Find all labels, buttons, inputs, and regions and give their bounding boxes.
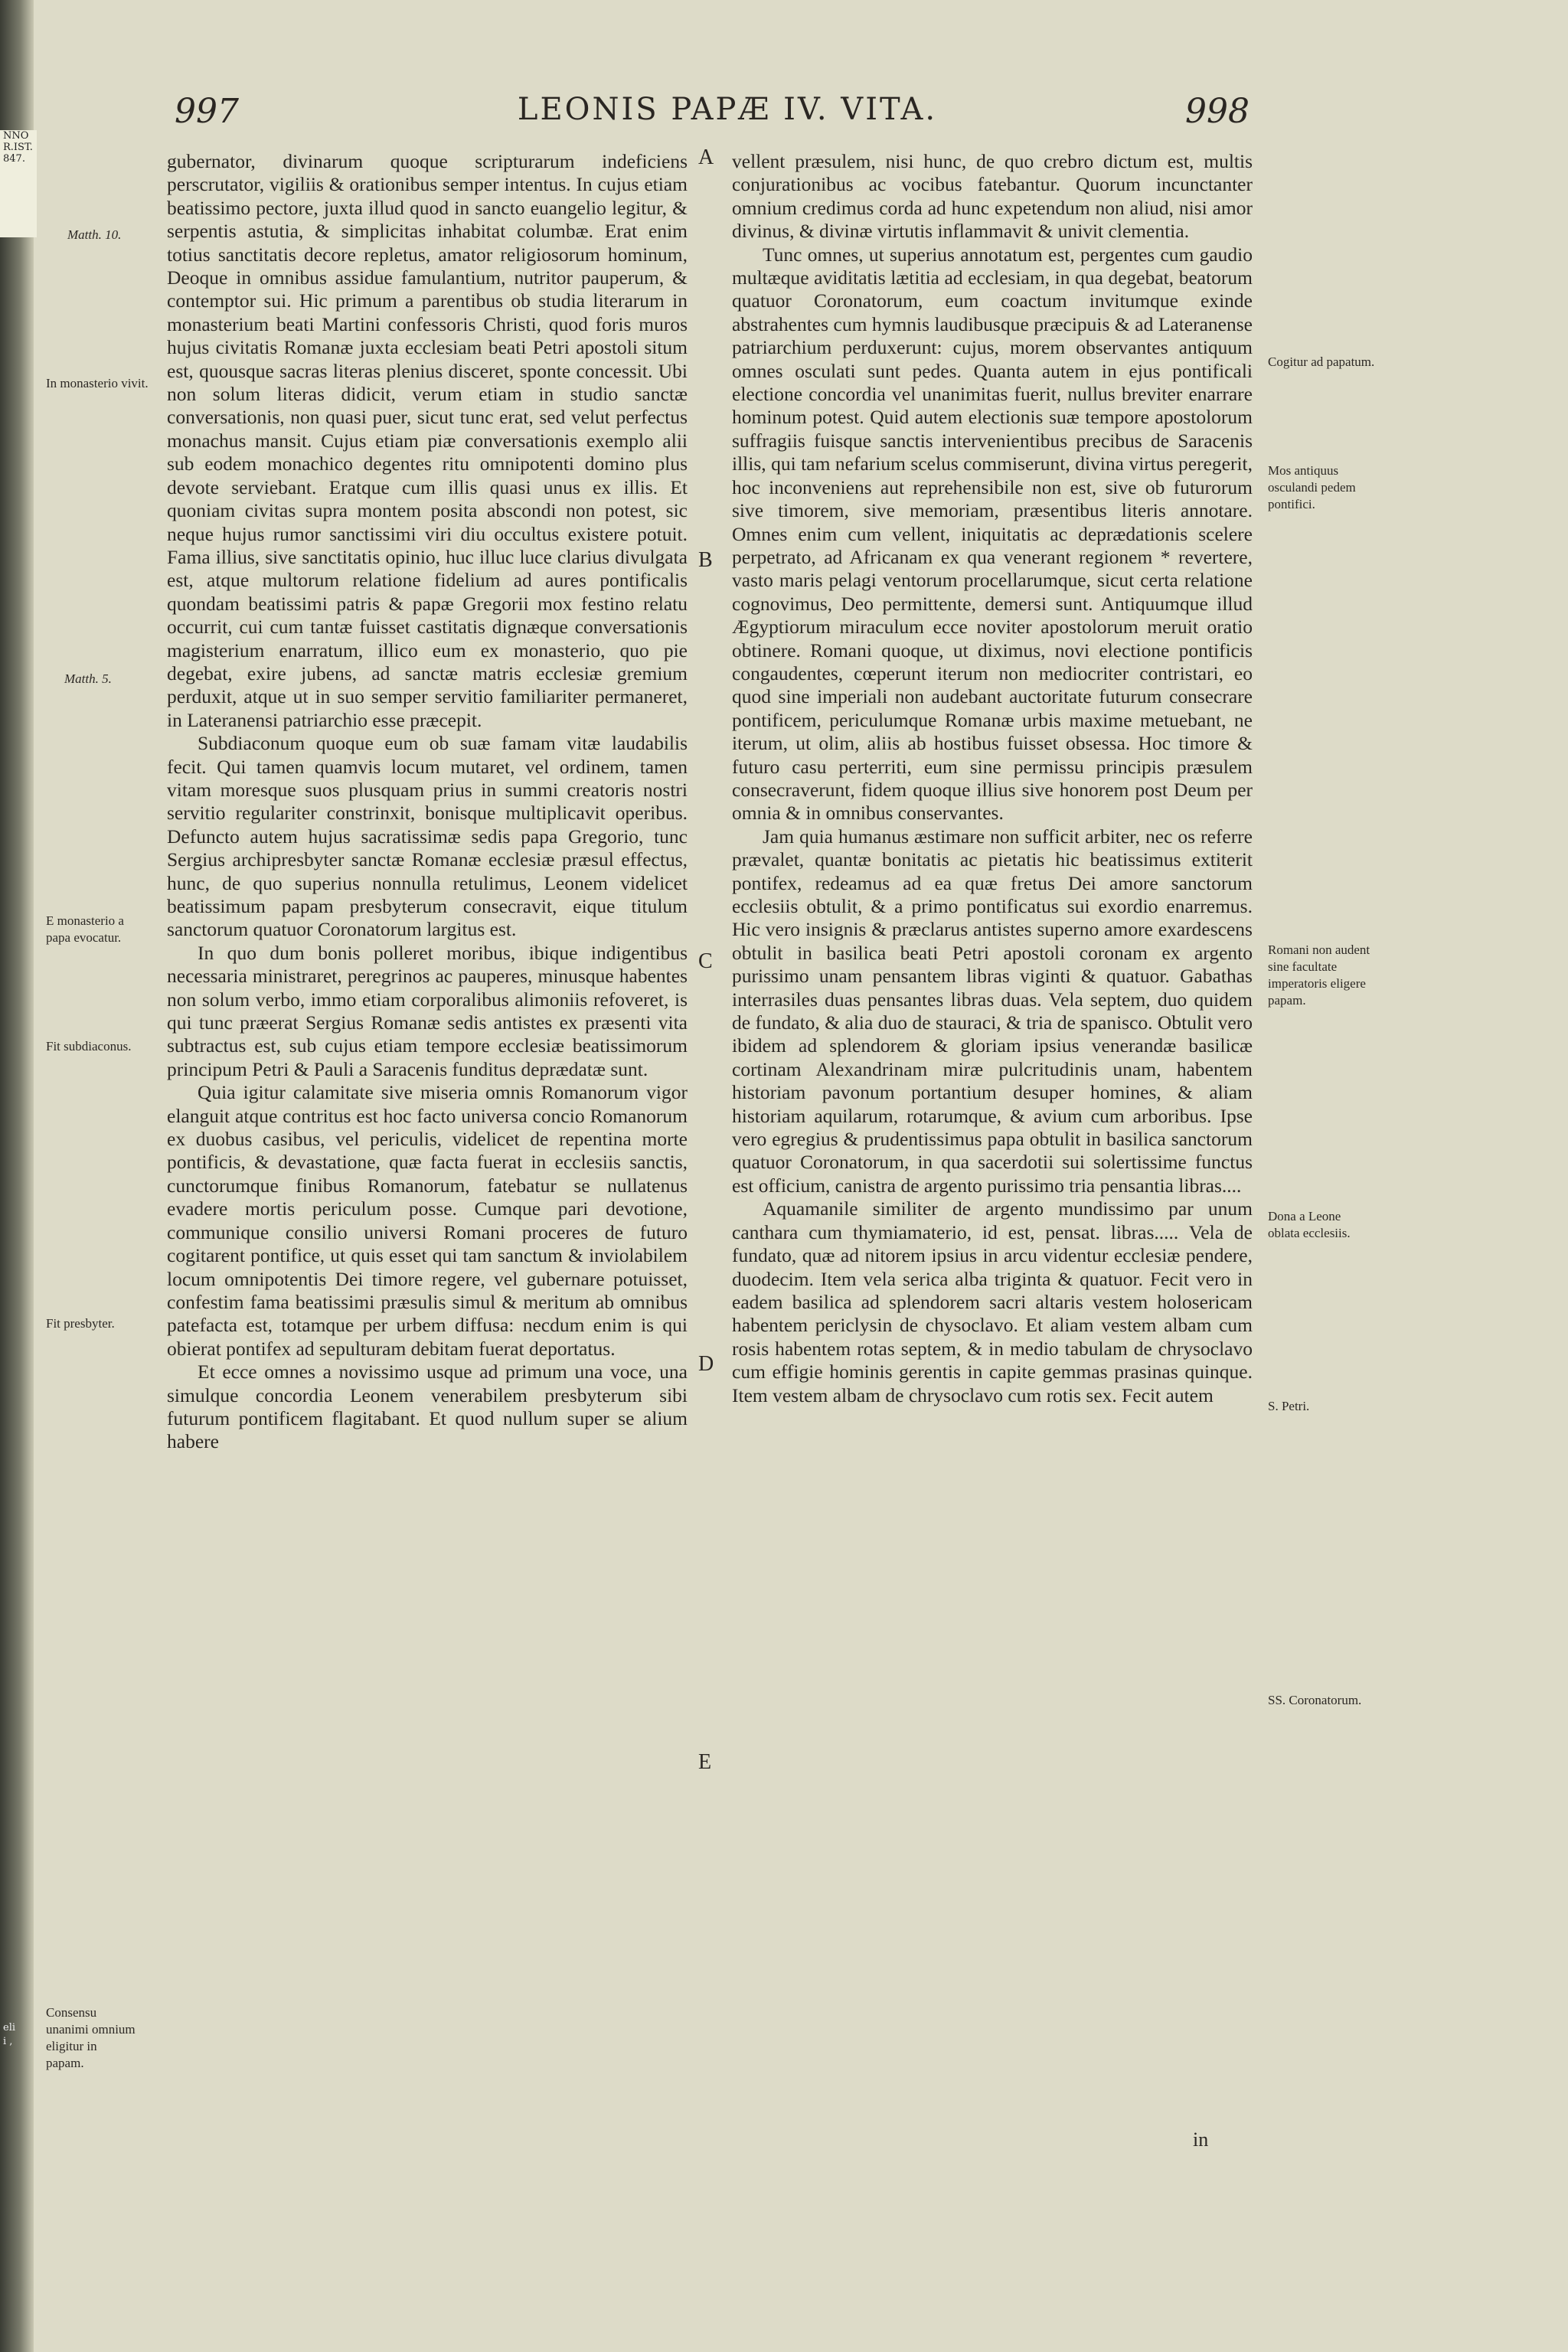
text-column-left <box>167 150 688 1454</box>
page-number-right: 998 <box>1185 92 1250 131</box>
paragraph: vellent præsulem, nisi hunc, de quo crebro dictum est, multis conjurationibus ac vocibus fatebantur. Quorum incunctanter omnium credimus corda ad hunc expetendum non aliud, nisi amor divinus, & divinæ virtutis inflammavit & univit clementia. <box>732 150 1253 243</box>
margin-note-left: E monasterio a papa evocatur. <box>46 913 124 945</box>
binding-margin-note <box>0 130 37 237</box>
margin-note-left: Consensu unanimi omnium eligitur in papam. <box>46 2005 136 2070</box>
paragraph: Aquamanile similiter de argento mundissimo par unum canthara cum thymiamaterio, id est, pensat. libras..... Vela de fundato, quæ ad nitorem ipsius in arcu videntur ecclesiæ pendere, duodecim. Item vela serica alba triginta & quatuor. Fecit vero in eadem basilica ad splendorem sacri altaris vestem holosericam habentem periclysin de chysoclavo. Et aliam vestem albam cum rosis habentem rotas septem, & in medio tabulam de chrysoclavo cum effigie hominis gerentis in capite gemmas prasinas quinque. Item vestem albam de chrysoclavo cum rotis sex. Fecit autem <box>732 1197 1253 1406</box>
binding-note-line: eli <box>3 2022 16 2034</box>
margin-note-left: Fit presbyter. <box>46 1316 115 1331</box>
running-title: LEONIS PAPÆ IV. VITA. <box>517 92 938 127</box>
section-letter: E <box>698 1750 712 1774</box>
margin-note-right: SS. Coronatorum. <box>1268 1693 1362 1707</box>
section-letter: B <box>698 548 713 572</box>
catchword: in <box>1193 2128 1209 2151</box>
margin-note-right: Romani non audent sine facultate imperatoris eligere papam. <box>1268 942 1370 1008</box>
margin-note-left: In monasterio vivit. <box>46 376 149 390</box>
paragraph: Et ecce omnes a novissimo usque ad primum una voce, una simulque concordia Leonem venerabilem presbyterum sibi futurum pontificem flagitabant. Et quod nullum super se alium habere <box>167 1361 688 1453</box>
section-letter: A <box>698 145 714 169</box>
paragraph: Tunc omnes, ut superius annotatum est, pergentes cum gaudio multæque aviditatis lætitia ad ecclesiam, in qua degebat, beatorum quatuor Coronatorum, eum coactum invitumque exinde abstrahentes cum hymnis laudibusque præcipuis & ad Lateranense patriarchium perduxerunt: cujus, morem observantes antiquum omnes osculati sunt pedes. Quanta autem in ejus pontificali electione concordia vel unanimitas fuerit, nullus breviter enarrare hominum potest. Quid autem electionis suæ tempore apostolorum suffragiis fuisque sanctis intervenientibus precibus de Saracenis illis, qui tam nefarium scelus commiserunt, divina virtus peregerit, hoc inconveniens aut reprehensibile non est, sive ob futurorum sive timorem, sive memoriam, præsentibus literis annotare. Omnes enim cum vellent, iniquitatis ac deprædationis scelere perpetrato, ad Africanam ex qua venerant regionem * revertere, vasto maris pelagi ventorum procellarumque, sicut certa relatione cognovimus, Deo permittente, demersi sunt. Antiquumque illud Ægyptiorum miraculum ecce noviter apostolorum meruit oratio obtinere. Romani quoque, ut diximus, novi electione pontificis congaudentes, cœperunt iterum non mediocriter contristari, eo quod sine imperiali non audebant auctoritate futurum consecrare pontificem, periculumque Romanæ urbis maxime metuebant, ne iterum, ut olim, aliis ab hostibus fuisset obsessa. Hoc timore & futuro casu perterriti, eum sine permissu principis præsulem consecraverunt, fidem quoque illius sive honorem post Deum per omnia & in omnibus conservantes. <box>732 243 1253 825</box>
paragraph: gubernator, divinarum quoque scripturarum indeficiens perscrutator, vigiliis & orationibus semper intentus. In cujus etiam beatissimo pectore, juxta illud quod in sancto euangelio legitur, & serpentis astutia, & simplicitas inhabitat columbæ. Erat enim totius sanctitatis decore repletus, amator religiosorum hominum, Deoque in omnibus assidue famulantium, nutritor pauperum, & contemptor sui. Hic primum a parentibus ob studia literarum in monasterium beati Martini confessoris Christi, quod foris muros hujus civitatis Romanæ juxta ecclesiam beati Petri apostoli situm est, quousque sacras literas plenius disceret, sponte concessit. Ubi non solum literas didicit, verum etiam in studio sanctæ conversationis, non quasi puer, sicut tunc erat, sed velut perfectus monachus mansit. Cujus etiam piæ conversationis exemplo alii sub eodem monachico degentes ritu omnipotenti domino plus devote serviebant. Eratque cum illis quasi unus ex illis. Et quoniam civitas supra montem posita abscondi non potest, sic neque hujus rumor sanctissimi viri diu occultus existere potuit. Fama illius, sive sanctitatis opinio, huc illuc luce clarius divulgata est, atque multorum relatione fidelium ad aures pontificalis quondam beatissimi patris & papæ Gregorii mox festino relatu occurrit, cui cum tantæ fuisset castitatis dignæque conversationis magisterium enarratum, illico eum ex monasterio, quo pie degebat, exire jubens, ad sanctæ matris ecclesiæ gremium perduxit, atque ut in suo semper servitio familiariter permaneret, in Lateranensi patriarchio esse præcepit. <box>167 150 688 731</box>
margin-note-right: Mos antiquus osculandi pedem pontifici. <box>1268 463 1356 511</box>
margin-note-right: Dona a Leone oblata ecclesiis. <box>1268 1209 1351 1240</box>
margin-note-left: Matth. 5. <box>64 671 112 686</box>
binding-note-line: 847. <box>3 153 25 165</box>
binding-margin-note-bottom <box>0 2021 37 2090</box>
section-letter: D <box>698 1352 714 1376</box>
section-letter: C <box>698 949 713 973</box>
paragraph: Jam quia humanus æstimare non sufficit arbiter, nec os referre prævalet, quantæ bonitatis ac pietatis hic beatissimus extiterit pontifex, redeamus ad ea quæ fretus Dei amore sanctorum ecclesiis obtulit, & a primo pontificatus sui exordio enarremus. Hic vero insignis & præclarus antistes superno amore exardescens obtulit in basilica beati Petri apostoli coronam ex argento purissimo unam pensantem libras viginti & quatuor. Gabathas interrasiles duas pensantes libras duas. Vela septem, duo quidem de fundato, & alia duo de stauraci, & tria de spanisco. Obtulit vero ibidem ad splendorem & gloriam ipsius venerandæ basilicæ cortinam Alexandrinam miræ pulcritudinis unam, habentem historiam pavonum portantium desuper homines, & aliam historiam aquilarum, rotarumque, & avium cum arboribus. Ipse vero egregius & prudentissimus papa obtulit in basilica sanctorum quatuor Coronatorum, in qua sacerdotii sui solertissime functus est officium, canistra de argento purissimo tria pensantia libras.... <box>732 825 1253 1197</box>
margin-note-left: Matth. 10. <box>67 227 122 242</box>
margin-note-right: Cogitur ad papatum. <box>1268 354 1375 369</box>
margin-note-left: Fit subdiaconus. <box>46 1039 132 1054</box>
paragraph: Quia igitur calamitate sive miseria omnis Romanorum vigor elanguit atque contritus est hoc facto universa concio Romanorum ex duobus casibus, vel periculis, videlicet de repentina morte pontificis, & devastatione, quæ facta fuerat in ecclesiis sanctis, cunctorumque finibus Romanorum, fatebatur se nullatenus evadere mortis periculum posse. Cumque pari devotione, communique consilio universi Romani proceres de futuro cogitarent pontifice, ut quis esset qui tam sanctum & inviolabilem locum omnipotentis Dei timore regere, vel gubernare potuisset, confestim fama beatissimi præsulis simul & meritum ab omnibus patefacta est, totamque per urbem diffusa: necdum enim is qui obierat pontifex ad sepulturam debitam fuerat deportatus. <box>167 1081 688 1360</box>
book-binding <box>0 0 34 2352</box>
binding-note-line: NNO <box>3 130 29 142</box>
paragraph: In quo dum bonis polleret moribus, ibique indigentibus necessaria ministraret, peregrinos ac pauperes, minusque habentes non solum verbo, immo etiam corporalibus alimoniis refoveret, is qui tunc præerat Sergius Romanæ sedis antistes ex præsenti vita subtractus est, sub cujus etiam tempore ecclesiæ beatissimorum principum Petri & Pauli a Saracenis funditus deprædatæ sunt. <box>167 941 688 1080</box>
page-number-left: 997 <box>175 92 239 131</box>
binding-note-line: i , <box>3 2036 13 2047</box>
text-column-right <box>732 150 1253 1407</box>
margin-note-right: S. Petri. <box>1268 1399 1310 1413</box>
binding-note-line: R.IST. <box>3 142 33 153</box>
paragraph: Subdiaconum quoque eum ob suæ famam vitæ laudabilis fecit. Qui tamen quamvis locum mutaret, vel ordinem, tamen vitam moresque suos plusquam prius in summi creatoris nostri servitio regulariter constrinxit, bonisque multiplicavit operibus. Defuncto autem hujus sacratissimæ sedis papa Gregorio, tunc Sergius archipresbyter sanctæ Romanæ ecclesiæ præsul effectus, hunc, de quo superius nonnulla retulimus, Leonem videlicet beatissimum papam presbyterum consecravit, eique titulum sanctorum quatuor Coronatorum largitus est. <box>167 732 688 941</box>
